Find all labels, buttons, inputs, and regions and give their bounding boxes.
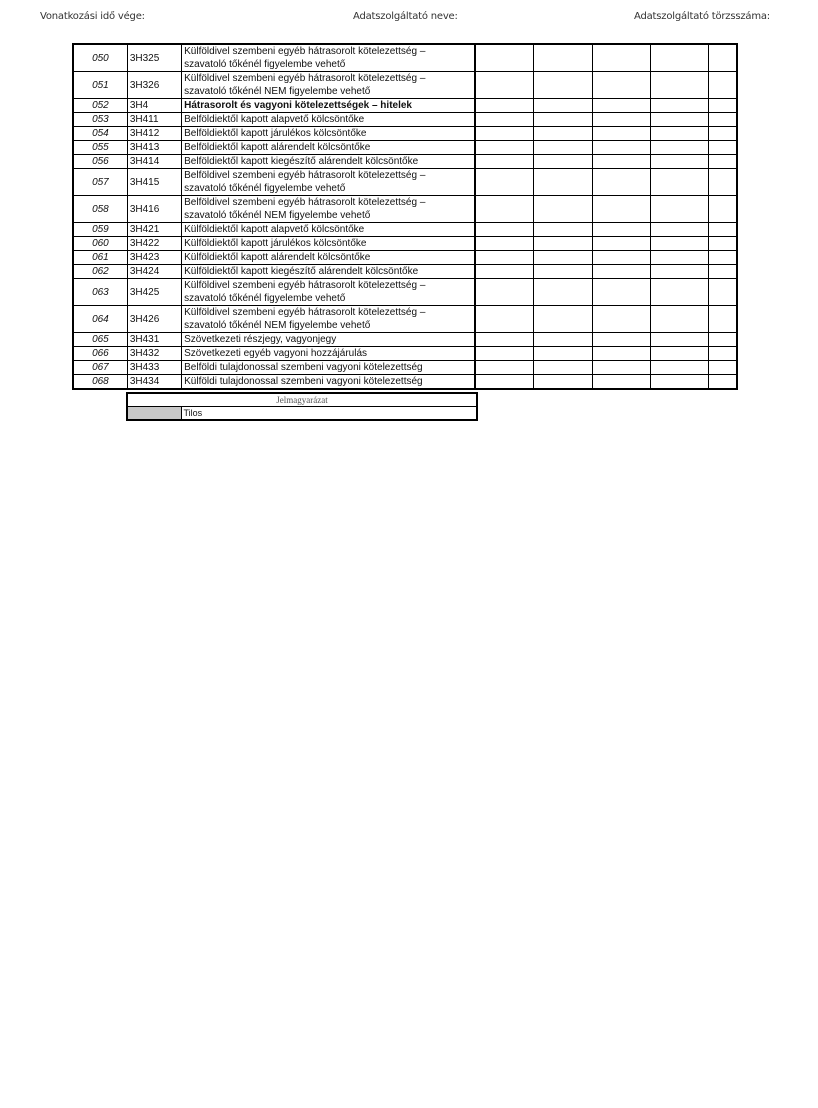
- row-description: [182, 44, 476, 72]
- value-cell[interactable]: [709, 127, 737, 141]
- value-cell[interactable]: [709, 223, 737, 237]
- row-description: [182, 127, 476, 141]
- row-description-line: Külföldivel szembeni egyéb hátrasorolt kötelezettség –: [184, 73, 426, 84]
- legend-table: [126, 392, 478, 421]
- value-cell[interactable]: [534, 347, 592, 361]
- value-cell[interactable]: [534, 141, 592, 155]
- value-cell[interactable]: [534, 237, 592, 251]
- row-code: 3H422: [127, 237, 181, 251]
- row-description: [182, 265, 476, 279]
- table-row: [73, 169, 737, 196]
- row-description-line: Külföldivel szembeni egyéb hátrasorolt kötelezettség –: [184, 280, 426, 291]
- value-cell[interactable]: [709, 99, 737, 113]
- value-cell[interactable]: [534, 306, 592, 333]
- value-cell[interactable]: [592, 99, 650, 113]
- table-row: [73, 306, 737, 333]
- value-cell[interactable]: [650, 127, 708, 141]
- row-code: 3H431: [127, 333, 181, 347]
- value-cell[interactable]: [475, 169, 533, 196]
- row-description-line: szavatoló tőkénél NEM figyelembe vehető: [184, 210, 371, 221]
- table-row: [73, 237, 737, 251]
- row-number: 063: [73, 279, 127, 306]
- value-cell[interactable]: [592, 279, 650, 306]
- row-description: [182, 99, 476, 113]
- row-number: 060: [73, 237, 127, 251]
- row-description-line: Külföldi tulajdonossal szembeni vagyoni kötelezettség: [184, 376, 423, 387]
- value-cell[interactable]: [475, 99, 533, 113]
- value-cell[interactable]: [592, 347, 650, 361]
- legend-swatch-forbidden: [127, 407, 181, 421]
- value-cell[interactable]: [534, 127, 592, 141]
- value-cell[interactable]: [709, 251, 737, 265]
- value-cell[interactable]: [709, 347, 737, 361]
- value-cell[interactable]: [475, 237, 533, 251]
- row-description: [182, 306, 476, 333]
- value-cell[interactable]: [650, 279, 708, 306]
- row-description: [182, 223, 476, 237]
- value-cell[interactable]: [650, 113, 708, 127]
- row-description: [182, 113, 476, 127]
- value-cell[interactable]: [475, 333, 533, 347]
- table-row: [73, 223, 737, 237]
- row-description-line: szavatoló tőkénél figyelembe vehető: [184, 59, 346, 70]
- table-row: [73, 72, 737, 99]
- row-number: 058: [73, 196, 127, 223]
- value-cell[interactable]: [592, 113, 650, 127]
- row-number: 064: [73, 306, 127, 333]
- value-cell[interactable]: [475, 141, 533, 155]
- value-cell[interactable]: [592, 375, 650, 390]
- table-row: [73, 279, 737, 306]
- row-description-line: Szövetkezeti részjegy, vagyonjegy: [184, 334, 337, 345]
- value-cell[interactable]: [650, 155, 708, 169]
- row-number: 066: [73, 347, 127, 361]
- row-number: 051: [73, 72, 127, 99]
- value-cell[interactable]: [709, 306, 737, 333]
- value-cell[interactable]: [650, 306, 708, 333]
- value-cell[interactable]: [592, 196, 650, 223]
- row-code: 3H413: [127, 141, 181, 155]
- value-cell[interactable]: [475, 306, 533, 333]
- table-row: [73, 333, 737, 347]
- value-cell[interactable]: [709, 237, 737, 251]
- row-description-line: szavatoló tőkénél figyelembe vehető: [184, 293, 346, 304]
- row-code: 3H415: [127, 169, 181, 196]
- value-cell[interactable]: [592, 127, 650, 141]
- row-number: 059: [73, 223, 127, 237]
- row-description: [182, 375, 476, 390]
- row-code: 3H411: [127, 113, 181, 127]
- row-description-line: Belföldiektől kapott alapvető kölcsöntőke: [184, 114, 365, 125]
- row-description-line: szavatoló tőkénél NEM figyelembe vehető: [184, 320, 371, 331]
- provider-name-label: Adatszolgáltató neve:: [353, 11, 458, 22]
- row-number: 055: [73, 141, 127, 155]
- row-code: 3H325: [127, 44, 181, 72]
- row-description-line: Külföldivel szembeni egyéb hátrasorolt kötelezettség –: [184, 46, 426, 57]
- row-description-line: Belföldivel szembeni egyéb hátrasorolt kötelezettség –: [184, 197, 426, 208]
- table-row: [73, 99, 737, 113]
- row-description-line: Belföldi tulajdonossal szembeni vagyoni kötelezettség: [184, 362, 423, 373]
- value-cell[interactable]: [534, 251, 592, 265]
- value-cell[interactable]: [592, 169, 650, 196]
- row-description-line: Külföldiektől kapott kiegészítő alárendelt kölcsöntőke: [184, 266, 419, 277]
- value-cell[interactable]: [534, 155, 592, 169]
- value-cell[interactable]: [475, 375, 533, 390]
- table-row: [73, 44, 737, 72]
- table-row: [73, 361, 737, 375]
- row-description-line: Belföldiektől kapott járulékos kölcsöntőke: [184, 128, 367, 139]
- value-cell[interactable]: [475, 251, 533, 265]
- value-cell[interactable]: [534, 72, 592, 99]
- row-code: 3H426: [127, 306, 181, 333]
- row-code: 3H434: [127, 375, 181, 390]
- value-cell[interactable]: [592, 306, 650, 333]
- value-cell[interactable]: [534, 113, 592, 127]
- value-cell[interactable]: [709, 333, 737, 347]
- value-cell[interactable]: [650, 141, 708, 155]
- value-cell[interactable]: [650, 237, 708, 251]
- row-description-line: szavatoló tőkénél figyelembe vehető: [184, 183, 346, 194]
- value-cell[interactable]: [475, 361, 533, 375]
- value-cell[interactable]: [534, 196, 592, 223]
- value-cell[interactable]: [475, 44, 533, 72]
- row-number: 050: [73, 44, 127, 72]
- value-cell[interactable]: [650, 196, 708, 223]
- row-code: 3H424: [127, 265, 181, 279]
- value-cell[interactable]: [534, 265, 592, 279]
- value-cell[interactable]: [709, 169, 737, 196]
- value-cell[interactable]: [534, 169, 592, 196]
- row-code: 3H326: [127, 72, 181, 99]
- row-description-line: Szövetkezeti egyéb vagyoni hozzájárulás: [184, 348, 368, 359]
- row-number: 061: [73, 251, 127, 265]
- row-code: 3H414: [127, 155, 181, 169]
- value-cell[interactable]: [534, 223, 592, 237]
- value-cell[interactable]: [709, 113, 737, 127]
- row-number: 067: [73, 361, 127, 375]
- value-cell[interactable]: [475, 196, 533, 223]
- value-cell[interactable]: [475, 72, 533, 99]
- row-code: 3H432: [127, 347, 181, 361]
- row-number: 052: [73, 99, 127, 113]
- table-row: [73, 196, 737, 223]
- data-table: [72, 43, 738, 390]
- value-cell[interactable]: [650, 347, 708, 361]
- row-description-line: Belföldivel szembeni egyéb hátrasorolt kötelezettség –: [184, 170, 426, 181]
- value-cell[interactable]: [650, 333, 708, 347]
- row-code: 3H433: [127, 361, 181, 375]
- row-description-line: Külföldiektől kapott alárendelt kölcsöntőke: [184, 252, 371, 263]
- value-cell[interactable]: [592, 44, 650, 72]
- table-row: [73, 265, 737, 279]
- value-cell[interactable]: [475, 279, 533, 306]
- value-cell[interactable]: [650, 251, 708, 265]
- row-description-line: Hátrasorolt és vagyoni kötelezettségek – hitelek: [184, 100, 412, 111]
- value-cell[interactable]: [650, 265, 708, 279]
- value-cell[interactable]: [592, 155, 650, 169]
- value-cell[interactable]: [475, 265, 533, 279]
- legend-title: Jelmagyarázat: [127, 393, 477, 407]
- provider-registration-number-label: Adatszolgáltató törzsszáma:: [634, 11, 770, 22]
- value-cell[interactable]: [534, 279, 592, 306]
- row-number: 057: [73, 169, 127, 196]
- row-number: 053: [73, 113, 127, 127]
- value-cell[interactable]: [709, 361, 737, 375]
- row-number: 068: [73, 375, 127, 390]
- legend-label-forbidden: Tilos: [181, 407, 477, 421]
- value-cell[interactable]: [475, 113, 533, 127]
- value-cell[interactable]: [709, 265, 737, 279]
- row-description: [182, 169, 476, 196]
- value-cell[interactable]: [534, 375, 592, 390]
- row-description: [182, 279, 476, 306]
- row-code: 3H412: [127, 127, 181, 141]
- legend-item: [127, 407, 477, 421]
- value-cell[interactable]: [592, 251, 650, 265]
- value-cell[interactable]: [592, 72, 650, 99]
- table-row: [73, 347, 737, 361]
- row-code: 3H416: [127, 196, 181, 223]
- value-cell[interactable]: [650, 169, 708, 196]
- row-description: [182, 361, 476, 375]
- value-cell[interactable]: [475, 347, 533, 361]
- row-number: 056: [73, 155, 127, 169]
- value-cell[interactable]: [650, 72, 708, 99]
- row-number: 062: [73, 265, 127, 279]
- value-cell[interactable]: [475, 223, 533, 237]
- row-description: [182, 155, 476, 169]
- value-cell[interactable]: [592, 237, 650, 251]
- value-cell[interactable]: [592, 333, 650, 347]
- value-cell[interactable]: [709, 141, 737, 155]
- row-code: 3H423: [127, 251, 181, 265]
- value-cell[interactable]: [592, 223, 650, 237]
- row-description: [182, 347, 476, 361]
- value-cell[interactable]: [709, 72, 737, 99]
- value-cell[interactable]: [475, 127, 533, 141]
- table-row: [73, 127, 737, 141]
- value-cell[interactable]: [709, 196, 737, 223]
- value-cell[interactable]: [650, 99, 708, 113]
- row-description-line: Belföldiektől kapott kiegészítő alárendelt kölcsöntőke: [184, 156, 419, 167]
- row-description: [182, 72, 476, 99]
- row-description-line: szavatoló tőkénél NEM figyelembe vehető: [184, 86, 371, 97]
- table-row: [73, 155, 737, 169]
- value-cell[interactable]: [534, 361, 592, 375]
- value-cell[interactable]: [650, 375, 708, 390]
- row-description: [182, 237, 476, 251]
- row-description-line: Belföldiektől kapott alárendelt kölcsöntőke: [184, 142, 371, 153]
- value-cell[interactable]: [709, 44, 737, 72]
- row-code: 3H421: [127, 223, 181, 237]
- row-description: [182, 251, 476, 265]
- row-number: 065: [73, 333, 127, 347]
- value-cell[interactable]: [592, 265, 650, 279]
- value-cell[interactable]: [534, 99, 592, 113]
- row-description: [182, 141, 476, 155]
- value-cell[interactable]: [650, 361, 708, 375]
- value-cell[interactable]: [592, 361, 650, 375]
- table-row: [73, 251, 737, 265]
- row-description: [182, 196, 476, 223]
- table-row: [73, 375, 737, 390]
- value-cell[interactable]: [592, 141, 650, 155]
- row-description: [182, 333, 476, 347]
- table-row: [73, 113, 737, 127]
- row-description-line: Külföldiektől kapott alapvető kölcsöntőke: [184, 224, 365, 235]
- value-cell[interactable]: [709, 155, 737, 169]
- value-cell[interactable]: [475, 155, 533, 169]
- value-cell[interactable]: [709, 375, 737, 390]
- reference-period-end-label: Vonatkozási idő vége:: [40, 11, 145, 22]
- value-cell[interactable]: [534, 333, 592, 347]
- row-code: 3H425: [127, 279, 181, 306]
- value-cell[interactable]: [650, 223, 708, 237]
- row-description-line: Külföldiektől kapott járulékos kölcsöntőke: [184, 238, 367, 249]
- row-description-line: Külföldivel szembeni egyéb hátrasorolt kötelezettség –: [184, 307, 426, 318]
- row-number: 054: [73, 127, 127, 141]
- table-row: [73, 141, 737, 155]
- value-cell[interactable]: [650, 44, 708, 72]
- value-cell[interactable]: [534, 44, 592, 72]
- row-code: 3H4: [127, 99, 181, 113]
- value-cell[interactable]: [709, 279, 737, 306]
